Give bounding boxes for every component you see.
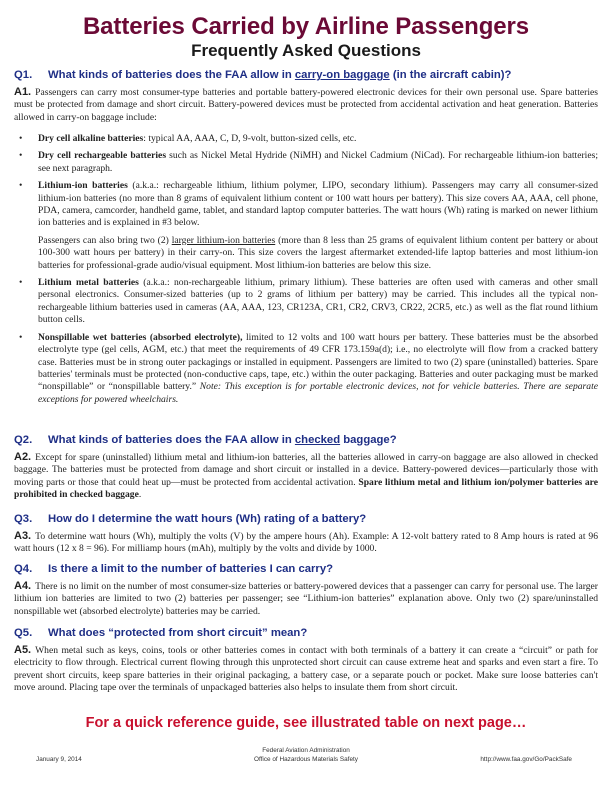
carry-on-battery-list	[14, 133, 598, 411]
answer-number: A2.	[14, 451, 32, 463]
footer-url-link[interactable]: http://www.faa.gov/Go/PackSafe	[480, 756, 572, 763]
list-item: • Dry cell alkaline batteries: typical AA, AAA, C, D, 9-volt, button-sized cells, etc.	[19, 133, 357, 144]
page-title: Batteries Carried by Airline Passengers	[82, 13, 530, 40]
list-item: • Dry cell rechargeable batteries such as Nickel Metal Hydride (NiMH) and Nickel Cadmium (NiCad). For rechargeable lithium-ion batteries; see next paragraph.	[19, 150, 598, 174]
question-number: Q4.	[14, 563, 33, 575]
answer-number: A1.	[14, 86, 32, 98]
question-5: Q5. What does “protected from short circuit” mean?	[14, 627, 308, 639]
question-number: Q3.	[14, 513, 33, 525]
bullet-icon: •	[19, 331, 23, 343]
answer-4: A4. There is no limit on the number of most consumer-size batteries or battery-powered devices that a passenger can carry for personal use. The larger lithium ion batteries are limited to two (2) batteries per passenger; see “Lithium-ion batteries” explanation above. Only two (2) spare/uninstalled nonspillable wet (absorbed electrolyte) batteries may be carried.	[14, 580, 598, 617]
answer-number: A5.	[14, 644, 32, 656]
bullet-icon: •	[19, 180, 23, 192]
list-item: • Lithium-ion batteries (a.k.a.: rechargeable lithium, lithium polymer, LIPO, secondary lithium). Passengers may carry all consumer-sized lithium-ion batteries (no more than 8 grams of equivalent lithium content or 100 watt hours per battery). This size covers AA, AAA, cell phone, PDA, camera, camcorder, handheld game, tablet, and standard laptop computer batteries. The watt hours (Wh) rating is marked on newer lithium ion batteries and is explained in #3 below. Passengers can also bring two (2) larger lithium-ion batteries (more than 8 less than 25 grams of equivalent lithium content per battery or about 100-300 watt hours per battery) in their carry-on. This size covers the largest aftermarket extended-life laptop batteries and most lithium-ion batteries for professional-grade audio/visual equipment. Most lithium-ion batteries are below this size.	[19, 180, 598, 271]
answer-2: A2. Except for spare (uninstalled) lithium metal and lithium-ion batteries, all the batteries allowed in carry-on baggage are also allowed in checked baggage. The batteries must be protected from damage and short circuit or installed in a device. Battery-powered devices—particularly those with moving parts or those that could heat up—must be protected from accidental activation. Spare lithium metal and lithium ion/polymer batteries are prohibited in checked baggage.	[14, 451, 598, 501]
answer-1-intro: A1. Passengers can carry most consumer-type batteries and portable battery-powered electronic devices for their own personal use. Spare batteries must be protected from damage and short circuit. Battery-powered devices must be protected from accidental activation and heat generation. Batteries allowed in carry-on baggage include:	[14, 86, 598, 123]
bullet-icon: •	[19, 277, 23, 289]
question-number: Q2.	[14, 434, 33, 446]
question-number: Q5.	[14, 627, 33, 639]
answer-3: A3. To determine watt hours (Wh), multiply the volts (V) by the ampere hours (Ah). Example: A 12-volt battery rated to 8 Amp hours is rated at 96 watt hours (12 x 8 = 96). For milliamp hours (mAh), multiply by the volts and divide by 1000.	[14, 530, 598, 555]
answer-5: A5. When metal such as keys, coins, tools or other batteries comes in contact with both terminals of a battery it can create a “circuit” or path for electricity to flow through. Electrical current flowing through this unprotected short circuit can cause extreme heat and sparks and even start a fire. To prevent short circuits, keep spare batteries in their original packaging, a battery case, or a separate pouch or pocket. Make sure loose batteries can't move around. Placing tape over the terminals of unpackaged batteries also helps to insulate them from short circuit.	[14, 644, 598, 694]
page-subtitle: Frequently Asked Questions	[191, 41, 421, 60]
footer-organization: Federal Aviation Administration Office of Hazardous Materials Safety	[254, 747, 358, 763]
answer-number: A3.	[14, 530, 32, 542]
question-1: Q1. What kinds of batteries does the FAA allow in carry-on baggage (in the aircraft cabin)?	[14, 69, 512, 81]
question-2: Q2. What kinds of batteries does the FAA allow in checked baggage?	[14, 434, 397, 446]
quick-reference-callout: For a quick reference guide, see illustrated table on next page…	[85, 715, 527, 731]
list-item: • Nonspillable wet batteries (absorbed electrolyte), limited to 12 volts and 100 watt hours per battery. These batteries must be the absorbed electrolyte type (gel cells, AGM, etc.) that meet the requirements of 49 CFR 173.159a(d); i.e., no electrolyte will flow from a cracked battery case. Batteries must be in strong outer packagings or installed in equipment. Passengers are limited to two (2) spare (uninstalled) batteries. Spare batteries' terminals must be protected (non-conductive caps, tape, etc.) within the outer packaging. Batteries and outer packaging must be marked “nonspillable” or “nonspillable battery.” Note: This exception is for portable electronic devices, not for vehicle batteries. There are separate exceptions for powered wheelchairs.	[19, 331, 598, 405]
question-3: Q3. How do I determine the watt hours (Wh) rating of a battery?	[14, 513, 367, 525]
list-item: • Lithium metal batteries (a.k.a.: non-rechargeable lithium, primary lithium). These batteries are often used with cameras and other small personal electronics. Consumer-sized batteries (up to 2 grams of lithium per battery) may be carried. This includes all the typical non-rechargeable lithium batteries used in cameras (AA, AAA, 123, CR123A, CR1, CR2, CRV3, CR22, 2CR5, etc.) as well as the flat round lithium button cells.	[19, 277, 598, 326]
larger-lithium-ion-paragraph: Passengers can also bring two (2) larger lithium-ion batteries (more than 8 less than 25 grams of equivalent lithium content per battery or about 100-300 watt hours per battery) in their carry-on. This size covers the largest aftermarket extended-life laptop batteries and most lithium-ion batteries for professional-grade audio/visual equipment. Most lithium-ion batteries are below this size.	[38, 234, 598, 271]
answer-number: A4.	[14, 580, 32, 592]
question-number: Q1.	[14, 69, 33, 81]
larger-lithium-ion-link[interactable]: larger lithium-ion batteries	[171, 234, 276, 246]
carry-on-baggage-link[interactable]: carry-on baggage	[294, 69, 390, 81]
bullet-icon: •	[19, 150, 23, 162]
checked-baggage-link[interactable]: checked	[294, 434, 341, 446]
wheelchair-note: Note: This exception is for portable electronic devices, not for vehicle batteries. There are separate exceptions for powered wheelchairs.	[38, 381, 598, 405]
question-4: Q4. Is there a limit to the number of batteries I can carry?	[14, 563, 334, 575]
bullet-icon: •	[19, 133, 23, 144]
footer-date: January 9, 2014	[36, 756, 82, 763]
